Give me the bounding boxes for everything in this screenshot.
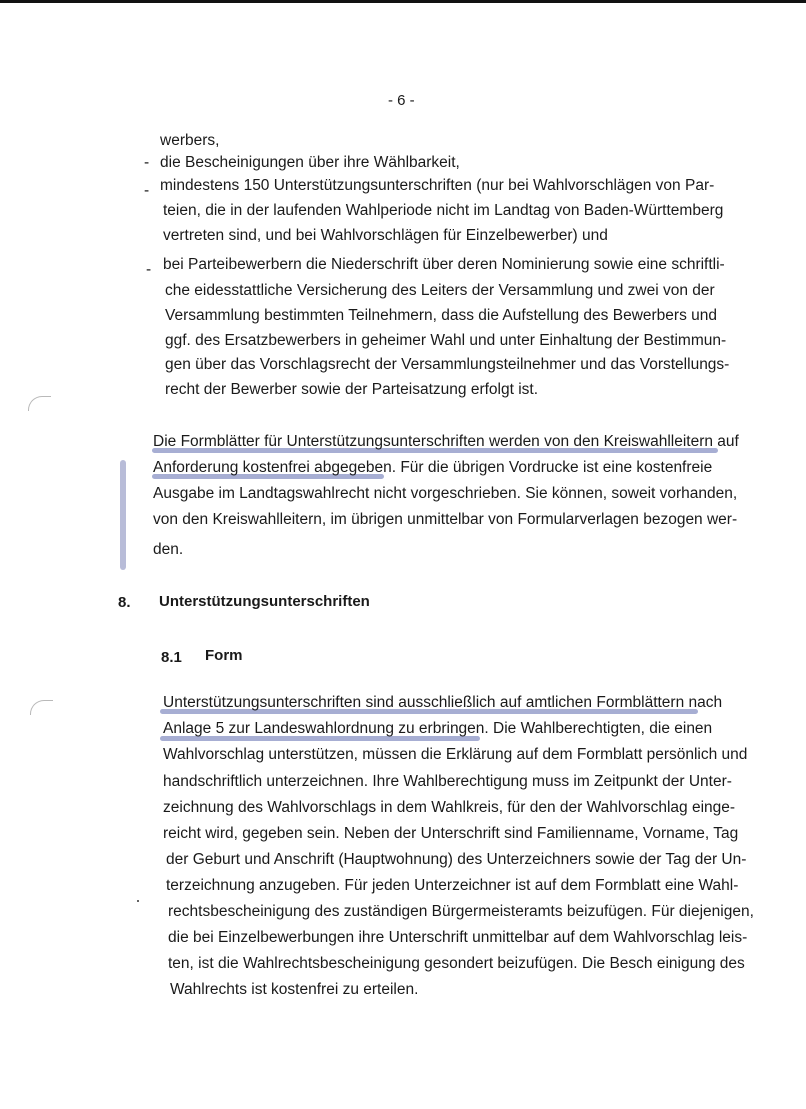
section-title: Unterstützungsunterschriften <box>159 593 370 610</box>
paragraph-line: Unterstützungsunterschriften sind ausschließlich auf amtlichen Formblättern nach <box>163 694 723 711</box>
punch-hole-mark <box>28 396 51 411</box>
list-item-line: gen über das Vorschlagsrecht der Versammlungsteilnehmer und das Vorstellungs- <box>165 356 730 373</box>
paragraph-line: der Geburt und Anschrift (Hauptwohnung) des Unterzeichners sowie der Tag der Un- <box>166 851 747 868</box>
paragraph-line: Die Formblätter für Unterstützungsunterschriften werden von den Kreiswahlleitern auf <box>153 433 739 450</box>
paragraph-line: zeichnung des Wahlvorschlags in dem Wahlkreis, für den der Wahlvorschlag einge- <box>163 799 736 816</box>
scan-speck <box>137 900 139 902</box>
paragraph-line: von den Kreiswahlleitern, im übrigen unmittelbar von Formularverlagen bezogen wer- <box>153 511 738 528</box>
subsection-title: Form <box>205 647 243 664</box>
paragraph-line: reicht wird, gegeben sein. Neben der Unterschrift sind Familienname, Vorname, Tag <box>163 825 739 842</box>
punch-hole-mark <box>30 700 53 715</box>
paragraph-line: ten, ist die Wahlrechtsbescheinigung gesondert beizufügen. Die Besch einigung des <box>168 955 745 972</box>
list-item-line: teien, die in der laufenden Wahlperiode nicht im Landtag von Baden-Württemberg <box>163 202 724 219</box>
scan-top-edge <box>0 0 806 3</box>
list-item-line: ggf. des Ersatzbewerbers in geheimer Wahl und unter Einhaltung der Bestimmun- <box>165 332 727 349</box>
list-item-line: Versammlung bestimmten Teilnehmern, dass die Aufstellung des Bewerbers und <box>165 307 717 324</box>
paragraph-line: terzeichnung anzugeben. Für jeden Unterzeichner ist auf dem Formblatt eine Wahl- <box>166 877 739 894</box>
paragraph-line: handschriftlich unterzeichnen. Ihre Wahlberechtigung muss im Zeitpunkt der Unter- <box>163 773 732 790</box>
paragraph-line: Anlage 5 zur Landeswahlordnung zu erbringen. Die Wahlberechtigten, die einen <box>163 720 713 737</box>
list-item-line: die Bescheinigungen über ihre Wählbarkeit, <box>160 154 460 171</box>
paragraph-line: den. <box>153 541 184 558</box>
list-dash: - <box>144 182 150 199</box>
list-item-line: recht der Bewerber sowie der Parteisatzung erfolgt ist. <box>165 381 539 398</box>
paragraph-line: Wahlrechts ist kostenfrei zu erteilen. <box>170 981 419 998</box>
paragraph-line: Anforderung kostenfrei abgegeben. Für die übrigen Vordrucke ist eine kostenfreie <box>153 459 713 476</box>
list-dash: - <box>146 261 152 278</box>
list-item-line: mindestens 150 Unterstützungsunterschriften (nur bei Wahlvorschlägen von Par- <box>160 177 715 194</box>
section-number: 8. <box>118 594 131 611</box>
page-number: - 6 - <box>388 92 415 109</box>
paragraph-line: Ausgabe im Landtagswahlrecht nicht vorgeschrieben. Sie können, soweit vorhanden, <box>153 485 738 502</box>
list-dash: - <box>144 154 150 171</box>
subsection-number: 8.1 <box>161 649 182 666</box>
list-item-line: vertreten sind, und bei Wahlvorschlägen für Einzelbewerber) und <box>163 227 608 244</box>
list-carry-over: werbers, <box>160 132 220 149</box>
margin-mark <box>120 460 126 570</box>
list-item-line: che eidesstattliche Versicherung des Leiters der Versammlung und zwei von der <box>165 282 715 299</box>
list-item-line: bei Parteibewerbern die Niederschrift über deren Nominierung sowie eine schriftli- <box>163 256 725 273</box>
paragraph-line: die bei Einzelbewerbungen ihre Unterschrift unmittelbar auf dem Wahlvorschlag leis- <box>168 929 748 946</box>
paragraph-line: rechtsbescheinigung des zuständigen Bürgermeisteramts beizufügen. Für diejenigen, <box>168 903 754 920</box>
paragraph-line: Wahlvorschlag unterstützen, müssen die Erklärung auf dem Formblatt persönlich und <box>163 746 748 763</box>
